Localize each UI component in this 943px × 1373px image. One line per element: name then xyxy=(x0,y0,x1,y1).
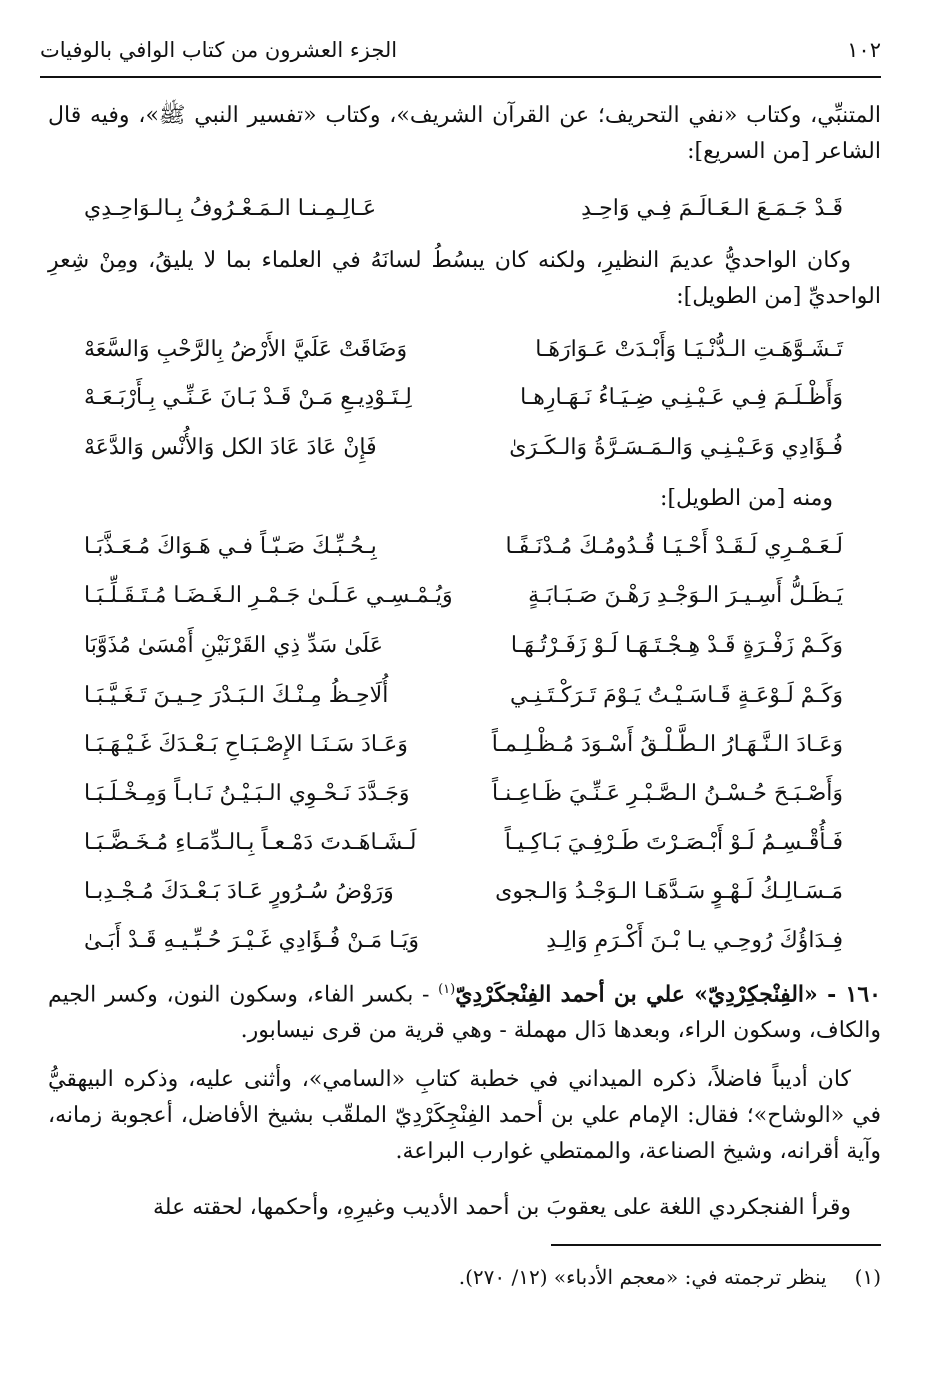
verse-hemistich-left: وَعَـادَ سَـنَـا الإِصْـبَـاحِ بَـعْـدَكَ غَـيْـهَـبَـا xyxy=(84,731,408,757)
verse-hemistich-left: وَجَـدَّدَ نَـحْـوِي الـبَـيْـنُ نَـابـاً وَمِـخْـلَـبَـا xyxy=(84,780,410,806)
verse-line xyxy=(84,724,843,764)
verse-hemistich-left: وَيَـا مَـنْ فُـؤَادِي غَـيْـرَ حُـبِّـيـهِ قَـدْ أَبَـىٰ xyxy=(84,927,419,953)
verse-hemistich-left: أُلَاحِـظُ مِـنْـكَ الـبَـدْرَ حِـيـنَ تَـغَـيَّـبَـا xyxy=(84,682,389,708)
verse-hemistich-right: وَأَظْـلَـمَ فِـي عَـيْـنِـي ضِـيَـاءُ نَـهَـارِهـا xyxy=(520,384,843,410)
header-rule xyxy=(40,76,881,78)
verse-hemistich-right: وَكَـمْ لَـوْعَـةٍ قَـاسَـيْـتُ يَـوْمَ تَـرَكْـتَـنِـي xyxy=(510,682,843,708)
paragraph-3: ومنه [من الطويل]: xyxy=(660,486,833,511)
verse-hemistich-right: قَـدْ جَـمَـعَ الـعَـالَـمَ فِـي وَاحِـدِ xyxy=(581,195,843,221)
footnote-ref: (١) xyxy=(438,982,456,997)
verse-hemistich-right: لَـعَـمْـرِي لَـقَـدْ أَحْـيَـا قُـدُومُـكَ مُـدْنَـفًـا xyxy=(505,533,843,559)
verse-line xyxy=(84,575,843,615)
verse-line xyxy=(84,188,843,228)
verse-hemistich-left: فَإِنْ عَادَ عَادَ الكل وَالأُنْس وَالدَّعَهْ xyxy=(84,434,377,460)
verse-hemistich-right: تَـشَـوَّهَـتِ الـدُّنْـيَـا وَأَبْـدَتْ عَـوَارَهَـا xyxy=(535,336,843,362)
page-number: ١٠٢ xyxy=(847,38,881,62)
entry-160 xyxy=(48,972,881,1049)
paragraph-2: وكان الواحديُّ عديمَ النظيرِ، ولكنه كان يبسُطُ لسانَهُ في العلماء بما لا يليقُ، ومِنْ شِعرِ الواحديِّ [من الطويل]: xyxy=(48,248,881,309)
verse-hemistich-right: وَأَصْـبَـحَ حُـسْـنُ الـصَّـبْـرِ عَـنِّـيَ ظَـاعِـنـاً xyxy=(491,780,843,806)
verse-line xyxy=(84,526,843,566)
verse-hemistich-left: لَـشَـاهَـدتَ دَمْـعـاً بِـالـدِّمَـاءِ مُـخَـضَّـبَـا xyxy=(84,829,417,855)
page-header xyxy=(40,30,881,70)
footnote-number: (١) xyxy=(854,1265,881,1289)
verse-hemistich-left: وَضَاقَتْ عَلَيَّ الأَرْضُ بِالرَّحْبِ وَالسَّعَهْ xyxy=(84,336,408,362)
verse-hemistich-right: مَـسَـالِـكُ لَـهْـوٍ سَـدَّهَـا الـوَجْـدُ وَالـجوى xyxy=(495,878,843,904)
paragraph-1: المتنبِّي، وكتاب «نفي التحريف؛ عن القرآن الشريف»، وكتاب «تفسير النبي ﷺ»، وفيه قال الشاعر [من السريع]: xyxy=(48,103,881,164)
entry-heading: ١٦٠ - «الفِنْجكِرْدِيّ» علي بن أحمد الفِنْجكَرْدِيّ xyxy=(455,981,881,1008)
running-title: الجزء العشرون من كتاب الوافي بالوفيات xyxy=(40,38,398,62)
footnote xyxy=(48,1262,881,1292)
footnote-text: ينظر ترجمته في: «معجم الأدباء» (١٢/ ٢٧٠). xyxy=(458,1265,827,1289)
verse-line xyxy=(84,773,843,813)
verse-line xyxy=(84,625,843,665)
verse-hemistich-left: لِـتَـوْدِيـعِ مَـنْ قَـدْ بَـانَ عَـنِّـي بِـأَرْبَـعَـهْ xyxy=(84,384,412,410)
paragraph-6: وقرأ الفنجكردي اللغة على يعقوبَ بن أحمد الأديب وغيرِهِ، وأحكمها، لحقته علة xyxy=(153,1195,851,1220)
verse-hemistich-right: فَـأُقْـسِـمُ لَـوْ أَبْـصَـرْتَ طَـرْفِـيَ بَـاكِـيـاً xyxy=(504,829,843,855)
verse-hemistich-left: بِـحُـبِّـكَ صَـبّـاً فـي هَـوَاكَ مُـعَـذَّبَـا xyxy=(84,533,377,559)
verse-hemistich-right: وَكَـمْ زَفْـرَةٍ قَـدْ هِـجْـتَـهَـا لَـوْ زَفَـرْتُـهَـا xyxy=(510,632,843,658)
verse-hemistich-left: عَـالِـمِـنـا الـمَـعْـرُوفُ بِـالـوَاحِـدِي xyxy=(84,195,377,221)
entry-text: - بكسر الفاء، وسكون النون، وكسر الجيم والكاف، وسكون الراء، وبعدها دَال مهملة - وهي قرية من قرى نيسابور. xyxy=(48,982,881,1044)
verse-line xyxy=(84,871,843,911)
verse-line xyxy=(84,377,843,417)
verse-line xyxy=(84,822,843,862)
verse-line xyxy=(84,329,843,369)
verse-line xyxy=(84,675,843,715)
footnote-rule xyxy=(551,1244,881,1246)
verse-hemistich-right: يَـظَـلُّ أَسِـيـرَ الـوَجْـدِ رَهْـنَ صَـبَـابَـةٍ xyxy=(528,582,843,608)
verse-hemistich-right: وَعَـادَ الـنَّـهَـارُ الـطَّـلْـقُ أَسْـوَدَ مُـظْـلِـمـاً xyxy=(491,731,843,757)
verse-line xyxy=(84,427,843,467)
verse-hemistich-right: فُـؤَادِي وَعَـيْـنِـي وَالـمَـسَـرَّةُ وَالـكَـرَىٰ xyxy=(509,434,843,460)
paragraph-5: كان أديباً فاضلاً، ذكره الميداني في خطبة كتابِ «السامي»، وأثنى عليه، وذكره البيهقيُّ في «الوشاح»؛ فقال: الإمام علي بن أحمد الفِنْجِكَرْدِيّ الملقّب بشيخ الأفاضل، أعجوبة زمانه، وآية أقرانه، وشيخ الصناعة، والممتطي غوارب البراعة. xyxy=(48,1067,881,1164)
verse-hemistich-left: وَيُـمْـسِـي عَـلَـىٰ جَـمْـرِ الـغَـضَـا مُـتَـقَـلِّـبَـا xyxy=(84,582,453,608)
verse-hemistich-right: فِـدَاؤُكَ رُوحِـي يـا بْـنَ أَكْـرَمِ وَالِـدِ xyxy=(546,927,843,953)
verse-hemistich-left: عَلَىٰ سَدِّ ذِي القَرْنَيْنِ أَمْسَىٰ مُذَوَّبَا xyxy=(84,632,383,658)
verse-line xyxy=(84,920,843,960)
verse-hemistich-left: وَرَوْضُ سُـرُورٍ عَـادَ بَـعْـدَكَ مُـجْـدِبـا xyxy=(84,878,394,904)
